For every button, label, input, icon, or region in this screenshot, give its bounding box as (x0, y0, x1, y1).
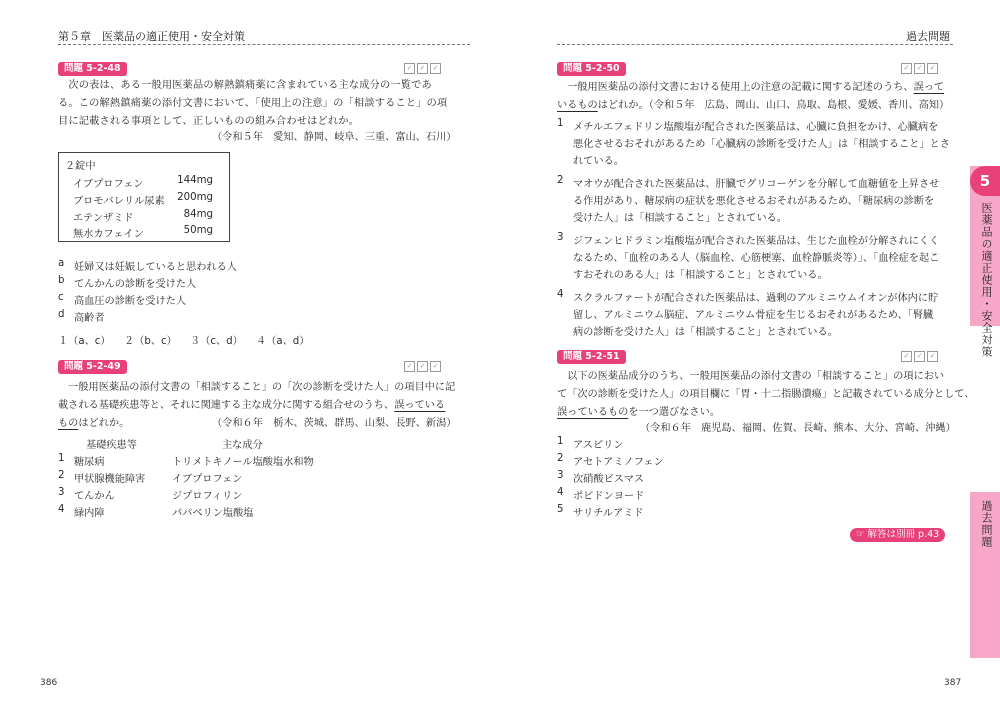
row-disease: 緑内障 (74, 508, 105, 519)
checkbox-group (901, 351, 938, 362)
item-number: 5 (557, 504, 564, 515)
question-stem-line: 以下の医薬品成分のうち、一般用医薬品の添付文書の「相談すること」の項におい (557, 371, 945, 382)
answer-choice: ３（c、d） (190, 336, 243, 347)
chapter-header: 第５章 医薬品の適正使用・安全対策 (58, 30, 245, 43)
check-box[interactable]: ✓ (901, 63, 912, 74)
ingredient-table (58, 152, 230, 242)
check-box[interactable]: ✓ (404, 63, 415, 74)
item-number: 3 (557, 470, 564, 481)
row-disease: 甲状腺機能障害 (74, 474, 146, 485)
answer-choice: １（a、c） (58, 336, 111, 347)
answer-choice: ４（a、d） (256, 336, 310, 347)
question-source: （令和５年 愛知、静岡、岐阜、三重、富山、石川） (212, 132, 457, 143)
checkbox-group (404, 361, 441, 372)
check-box[interactable]: ✓ (430, 63, 441, 74)
question-stem-line (557, 78, 944, 93)
check-box[interactable]: ✓ (417, 361, 428, 372)
item-text: 次硝酸ビスマス (573, 474, 645, 485)
question-stem: 次の表は、ある一般用医薬品の解熱鎮痛薬に含まれている主な成分の一覧である。この解熱鎮痛薬の添付文書において、「使用上の注意」の「相談すること」の項目に記載される事項として、正しいものの組み合わせはどれか。 (58, 80, 448, 127)
chapter-number-badge: 5 (970, 166, 1000, 196)
stem-text: はどれか。（令和５年 広島、岡山、山口、鳥取、島根、愛媛、香川、高知） (597, 100, 950, 111)
item-line: 病の診断を受けた人」は「相談すること」とされている。 (573, 327, 838, 338)
checkbox-group (404, 63, 441, 74)
table-row-name: イブプロフェン (73, 179, 144, 190)
row-ingredient: イブプロフェン (172, 474, 243, 485)
row-number: 3 (58, 487, 65, 498)
check-box[interactable]: ✓ (430, 361, 441, 372)
item-text: アセトアミノフェン (573, 457, 664, 468)
column-header: 主な成分 (222, 440, 263, 451)
stem-emphasis: 誤って (913, 82, 945, 93)
item-text: サリチルアミド (573, 508, 644, 519)
item-line: スクラルファートが配合された医薬品は、過剰のアルミニウムイオンが体内に貯 (573, 293, 939, 304)
item-line: なるため、「血栓のある人（脳血栓、心筋梗塞、血栓静脈炎等）」、「血栓症を起こ (573, 253, 940, 264)
check-box[interactable]: ✓ (901, 351, 912, 362)
option-text: 高血圧の診断を受けた人 (74, 296, 187, 307)
option-key: d (58, 309, 65, 320)
stem-emphasis: いるもの (557, 100, 598, 111)
question-label: 問題 5-2-51 (557, 350, 626, 364)
check-box[interactable]: ✓ (914, 351, 925, 362)
item-text: アスピリン (573, 440, 624, 451)
item-number: 4 (557, 487, 564, 498)
item-number: 1 (557, 118, 564, 129)
row-ingredient: パパベリン塩酸塩 (172, 508, 254, 519)
table-row-amount: 200mg (177, 192, 213, 203)
item-line: 留し、アルミニウム脳症、アルミニウム骨症を生じるおそれがあるため、「腎臓 (573, 310, 934, 321)
item-line: ジフェンヒドラミン塩酸塩が配合された医薬品は、生じた血栓が分解されにくく (573, 236, 940, 247)
item-line: れている。 (573, 156, 624, 167)
section-title-vertical: 過去問題 (980, 500, 993, 548)
table-row-amount: 84mg (183, 209, 213, 220)
right-page (500, 0, 1000, 709)
column-header: 基礎疾患等 (86, 440, 137, 451)
option-key: b (58, 275, 65, 286)
question-stem-line (557, 403, 720, 418)
check-box[interactable]: ✓ (927, 351, 938, 362)
stem-text: はどれか。 (78, 418, 130, 429)
item-text: ポビドンヨード (573, 491, 645, 502)
item-number: 1 (557, 436, 564, 447)
page-number-right: 387 (944, 678, 962, 688)
item-line: すおそれのある人」は「相談すること」とされている。 (573, 270, 828, 281)
item-number: 3 (557, 232, 564, 243)
question-source: （令和６年 鹿児島、福岡、佐賀、長崎、熊本、大分、宮崎、沖縄） (640, 423, 956, 434)
row-ingredient: トリメトキノール塩酸塩水和物 (172, 457, 314, 468)
item-number: 2 (557, 175, 564, 186)
section-header: 過去問題 (906, 30, 950, 43)
option-text: 高齢者 (74, 313, 105, 324)
row-ingredient: ジプロフィリン (172, 491, 243, 502)
table-row-name: 無水カフェイン (73, 229, 144, 240)
item-line: マオウが配合された医薬品は、肝臓でグリコーゲンを分解して血糖値を上昇させ (573, 179, 940, 190)
header-divider (557, 44, 953, 45)
item-line: 悪化させるおそれがあるため「心臓病の診断を受けた人」は「相談すること」とさ (573, 139, 950, 150)
header-divider (58, 44, 470, 45)
option-key: c (58, 292, 64, 303)
table-row-name: ブロモバレリル尿素 (73, 196, 165, 207)
question-label: 問題 5-2-50 (557, 62, 626, 76)
stem-text: を一つ選びなさい。 (628, 407, 720, 418)
row-disease: てんかん (74, 491, 115, 502)
question-stem-line (58, 396, 445, 411)
item-number: 4 (557, 289, 564, 300)
option-text: 妊婦又は妊娠していると思われる人 (74, 262, 237, 273)
check-box[interactable]: ✓ (417, 63, 428, 74)
question-stem-line: て「次の診断を受けた人」の項目欄に「胃・十二指腸潰瘍」と記載されている成分として、 (557, 389, 975, 400)
option-key: a (58, 258, 65, 269)
row-number: 2 (58, 470, 65, 481)
chapter-title-vertical: 医薬品の適正使用・安全対策 (980, 202, 993, 358)
stem-emphasis: もの (58, 418, 79, 429)
question-label: 問題 5-2-48 (58, 62, 127, 76)
table-row-amount: 50mg (183, 225, 213, 236)
question-label: 問題 5-2-49 (58, 360, 127, 374)
answer-reference-link[interactable]: ☞ 解答は別冊 p.43 (850, 528, 945, 542)
item-line: 受けた人」は「相談すること」とされている。 (573, 213, 787, 224)
item-line: る作用があり、糖尿病の症状を悪化させるおそれがあるため、「糖尿病の診断を (573, 196, 935, 207)
question-stem-line (58, 414, 129, 429)
table-row-amount: 144mg (177, 175, 213, 186)
stem-text: 一般用医薬品の添付文書における使用上の注意の記載に関する記述のうち、 (557, 82, 914, 93)
stem-emphasis: 誤っている (394, 400, 446, 411)
checkbox-group (901, 63, 938, 74)
page-number-left: 386 (40, 678, 58, 688)
answer-choice: ２（b、c） (124, 336, 177, 347)
question-source: （令和６年 栃木、茨城、群馬、山梨、長野、新潟） (212, 418, 457, 429)
table-dose: ２錠中 (65, 161, 96, 172)
question-stem-line: 一般用医薬品の添付文書の「相談すること」の「次の診断を受けた人」の項目中に記 (58, 382, 456, 393)
stem-text: 載される基礎疾患等と、それに関連する主な成分に関する組合せのうち、 (58, 400, 395, 411)
item-line: メチルエフェドリン塩酸塩が配合された医薬品は、心臓に負担をかけ、心臓病を (573, 122, 939, 133)
check-box[interactable]: ✓ (404, 361, 415, 372)
option-text: てんかんの診断を受けた人 (74, 279, 197, 290)
check-box[interactable]: ✓ (927, 63, 938, 74)
row-disease: 糖尿病 (74, 457, 105, 468)
row-number: 4 (58, 504, 65, 515)
stem-emphasis: 誤っているもの (557, 407, 629, 418)
question-stem-line (557, 96, 949, 111)
table-row-name: エテンザミド (73, 213, 134, 224)
check-box[interactable]: ✓ (914, 63, 925, 74)
item-number: 2 (557, 453, 564, 464)
row-number: 1 (58, 453, 65, 464)
